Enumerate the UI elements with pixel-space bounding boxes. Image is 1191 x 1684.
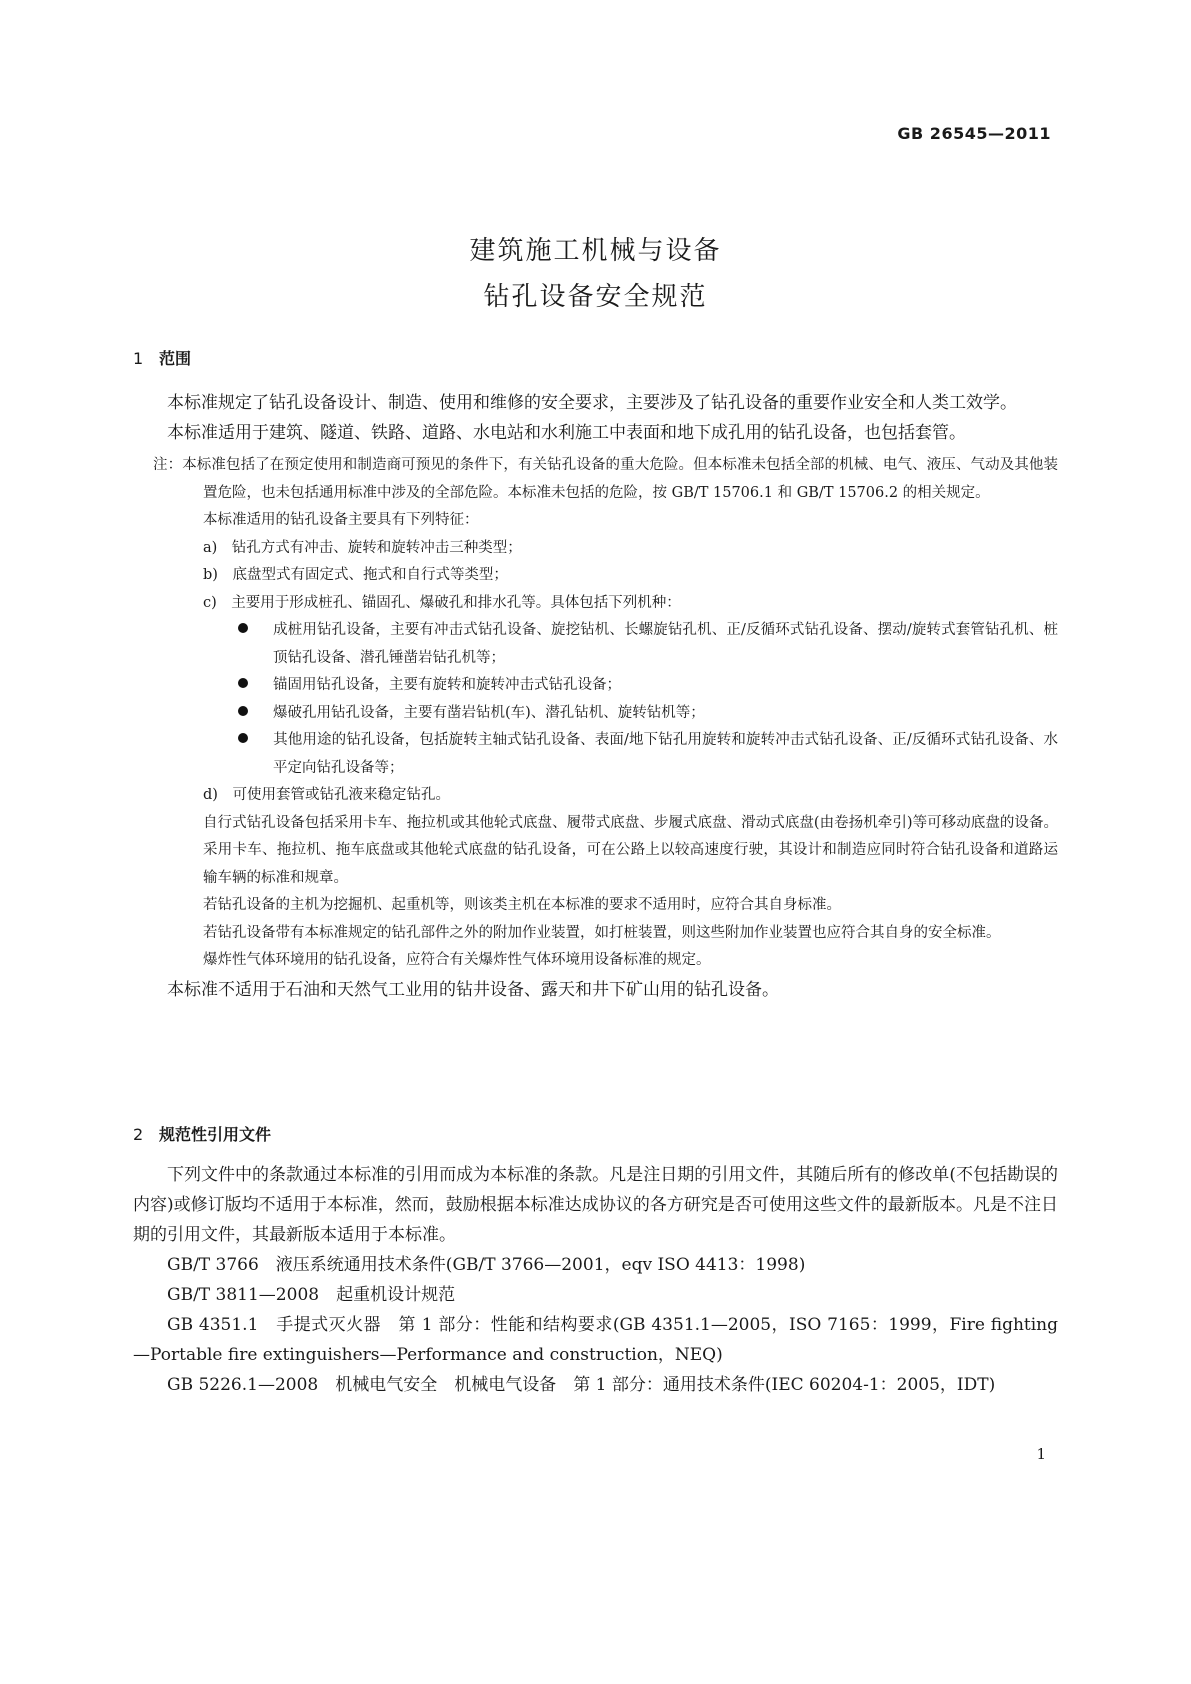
reference-item: GB/T 3766 液压系统通用技术条件(GB/T 3766—2001，eqv ISO 4413：1998) bbox=[167, 1255, 806, 1275]
bullet-text: 爆破孔用钻孔设备，主要有凿岩钻机(车)、潜孔钻机、旋转钻机等； bbox=[273, 704, 705, 721]
reference-item: GB 5226.1—2008 机械电气安全 机械电气设备 第 1 部分：通用技术条件(IEC 60204-1：2005，IDT) bbox=[167, 1375, 996, 1395]
list-item: b) 底盘型式有固定式、拖式和自行式等类型； bbox=[203, 567, 508, 583]
bullet-icon bbox=[238, 733, 248, 743]
section-2-body bbox=[133, 1160, 1058, 1400]
document-title-line2: 钻孔设备安全规范 bbox=[483, 282, 708, 312]
bullet-icon bbox=[238, 623, 248, 633]
section-1-heading bbox=[133, 346, 191, 369]
bullet-item bbox=[133, 672, 1058, 700]
bullet-text: 其他用途的钻孔设备，包括旋转主轴式钻孔设备、表面/地下钻孔用旋转和旋转冲击式钻孔设备、正/反循环式钻孔设备、水平定向钻孔设备等； bbox=[273, 732, 1058, 776]
reference-item: GB 4351.1 手提式灭火器 第 1 部分：性能和结构要求(GB 4351.1—2005，ISO 7165：1999，Fire fighting—Portable fire extinguishers—Performance and construction，NEQ) bbox=[133, 1315, 1058, 1365]
section-1-number: 1 bbox=[133, 349, 144, 368]
section-2-heading bbox=[133, 1122, 271, 1145]
note-paragraph: 自行式钻孔设备包括采用卡车、拖拉机或其他轮式底盘、履带式底盘、步履式底盘、滑动式底盘(由卷扬机牵引)等可移动底盘的设备。采用卡车、拖拉机、拖车底盘或其他轮式底盘的钻孔设备，可在公路上以较高速度行驶，其设计和制造应同时符合钻孔设备和道路运输车辆的标准和规章。 bbox=[203, 814, 1058, 886]
paragraph: 本标准不适用于石油和天然气工业用的钻井设备、露天和井下矿山用的钻孔设备。 bbox=[167, 979, 779, 1000]
reference-item: GB/T 3811—2008 起重机设计规范 bbox=[167, 1285, 456, 1305]
note-paragraph: 本标准适用的钻孔设备主要具有下列特征： bbox=[203, 512, 479, 528]
paragraph: 本标准适用于建筑、隧道、铁路、道路、水电站和水利施工中表面和地下成孔用的钻孔设备，也包括套管。 bbox=[167, 423, 966, 443]
section-1-title: 范围 bbox=[159, 349, 192, 368]
paragraph: 下列文件中的条款通过本标准的引用而成为本标准的条款。凡是注日期的引用文件，其随后所有的修改单(不包括勘误的内容)或修订版均不适用于本标准，然而，鼓励根据本标准达成协议的各方研究是否可使用这些文件的最新版本。凡是不注日期的引用文件，其最新版本适用于本标准。 bbox=[133, 1165, 1058, 1245]
page-number: 1 bbox=[1036, 1445, 1046, 1463]
section-1-body bbox=[133, 388, 1058, 1005]
section-2-title: 规范性引用文件 bbox=[159, 1125, 272, 1144]
bullet-item bbox=[133, 617, 1058, 672]
bullet-icon bbox=[238, 678, 248, 688]
note-paragraph: 爆炸性气体环境用的钻孔设备，应符合有关爆炸性气体环境用设备标准的规定。 bbox=[203, 952, 711, 968]
bullet-text: 锚固用钻孔设备，主要有旋转和旋转冲击式钻孔设备； bbox=[273, 677, 621, 693]
note: 注：本标准包括了在预定使用和制造商可预见的条件下，有关钻孔设备的重大危险。但本标准未包括全部的机械、电气、液压、气动及其他装置危险，也未包括通用标准中涉及的全部危险。本标准未包括的危险，按 GB/T 15706.1 和 GB/T 15706.2 的相关规定。 bbox=[153, 457, 1058, 501]
list-item: a) 钻孔方式有冲击、旋转和旋转冲击三种类型； bbox=[203, 539, 522, 556]
document-title-line1: 建筑施工机械与设备 bbox=[469, 236, 722, 266]
note-paragraph: 若钻孔设备带有本标准规定的钻孔部件之外的附加作业装置，如打桩装置，则这些附加作业装置也应符合其自身的安全标准。 bbox=[203, 924, 1001, 941]
bullet-item bbox=[133, 727, 1058, 782]
standard-code: GB 26545—2011 bbox=[897, 124, 1051, 143]
section-2-number: 2 bbox=[133, 1125, 144, 1144]
bullet-text: 成桩用钻孔设备，主要有冲击式钻孔设备、旋挖钻机、长螺旋钻孔机、正/反循环式钻孔设备、摆动/旋转式套管钻孔机、桩顶钻孔设备、潜孔锤凿岩钻孔机等； bbox=[273, 622, 1058, 666]
bullet-icon bbox=[238, 706, 248, 716]
list-item: d) 可使用套管或钻孔液来稳定钻孔。 bbox=[203, 787, 450, 803]
paragraph: 本标准规定了钻孔设备设计、制造、使用和维修的安全要求，主要涉及了钻孔设备的重要作业安全和人类工效学。 bbox=[167, 393, 1017, 413]
note-paragraph: 若钻孔设备的主机为挖掘机、起重机等，则该类主机在本标准的要求不适用时，应符合其自身标准。 bbox=[203, 897, 841, 913]
list-item: c) 主要用于形成桩孔、锚固孔、爆破孔和排水孔等。具体包括下列机种： bbox=[203, 594, 681, 611]
bullet-item bbox=[133, 700, 1058, 728]
